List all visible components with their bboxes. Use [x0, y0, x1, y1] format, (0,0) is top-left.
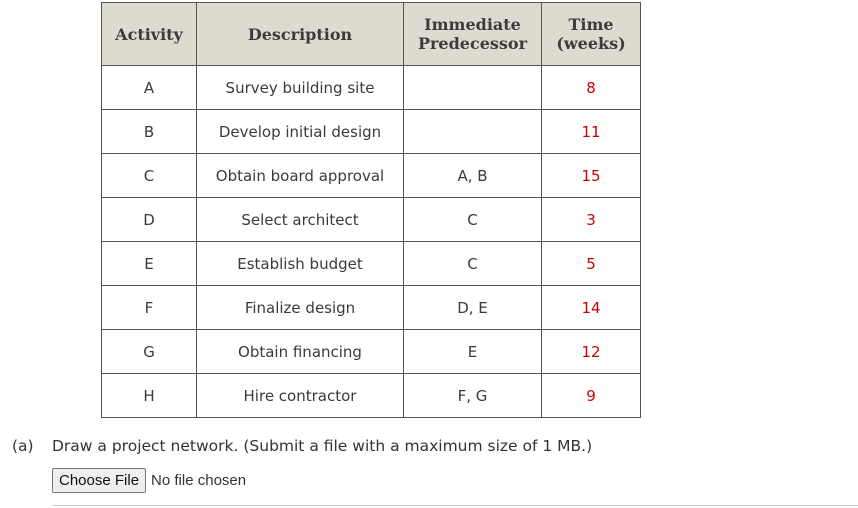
activity-cell: C	[102, 154, 197, 198]
header-time	[542, 3, 641, 66]
description-cell: Finalize design	[197, 286, 404, 330]
header-description: Description	[197, 3, 404, 66]
table-row	[102, 242, 641, 286]
predecessor-cell: F, G	[404, 374, 542, 418]
description-cell: Establish budget	[197, 242, 404, 286]
header-time-line2: (weeks)	[556, 34, 626, 53]
table-row	[102, 154, 641, 198]
description-cell: Develop initial design	[197, 110, 404, 154]
activity-table	[101, 2, 641, 418]
time-cell: 12	[542, 330, 641, 374]
time-cell: 11	[542, 110, 641, 154]
description-cell: Select architect	[197, 198, 404, 242]
question-part-label: (a)	[12, 437, 34, 455]
activity-cell: A	[102, 66, 197, 110]
predecessor-cell: C	[404, 242, 542, 286]
question-text: Draw a project network. (Submit a file with a maximum size of 1 MB.)	[52, 437, 593, 455]
header-activity: Activity	[102, 3, 197, 66]
time-cell: 3	[542, 198, 641, 242]
predecessor-cell: A, B	[404, 154, 542, 198]
table-row	[102, 66, 641, 110]
time-cell: 9	[542, 374, 641, 418]
predecessor-cell	[404, 66, 542, 110]
header-predecessor-line2: Predecessor	[417, 34, 528, 53]
table-row	[102, 330, 641, 374]
header-time-line1: Time	[568, 15, 614, 34]
description-cell: Survey building site	[197, 66, 404, 110]
question-prompt	[12, 437, 592, 455]
file-upload	[52, 468, 246, 493]
file-status: No file chosen	[151, 472, 247, 489]
time-cell: 5	[542, 242, 641, 286]
time-cell: 15	[542, 154, 641, 198]
table-row	[102, 374, 641, 418]
predecessor-cell	[404, 110, 542, 154]
header-predecessor	[404, 3, 542, 66]
activity-cell: G	[102, 330, 197, 374]
time-cell: 14	[542, 286, 641, 330]
activity-cell: F	[102, 286, 197, 330]
activity-cell: B	[102, 110, 197, 154]
description-cell: Hire contractor	[197, 374, 404, 418]
predecessor-cell: E	[404, 330, 542, 374]
activity-cell: H	[102, 374, 197, 418]
table-row	[102, 286, 641, 330]
table-header-row	[102, 3, 641, 66]
time-cell: 8	[542, 66, 641, 110]
description-cell: Obtain financing	[197, 330, 404, 374]
activity-cell: D	[102, 198, 197, 242]
predecessor-cell: C	[404, 198, 542, 242]
predecessor-cell: D, E	[404, 286, 542, 330]
description-cell: Obtain board approval	[197, 154, 404, 198]
activity-cell: E	[102, 242, 197, 286]
choose-file-button[interactable]: Choose File	[52, 468, 146, 493]
header-predecessor-line1: Immediate	[424, 15, 521, 34]
table-row	[102, 198, 641, 242]
table-row	[102, 110, 641, 154]
divider	[52, 505, 858, 506]
